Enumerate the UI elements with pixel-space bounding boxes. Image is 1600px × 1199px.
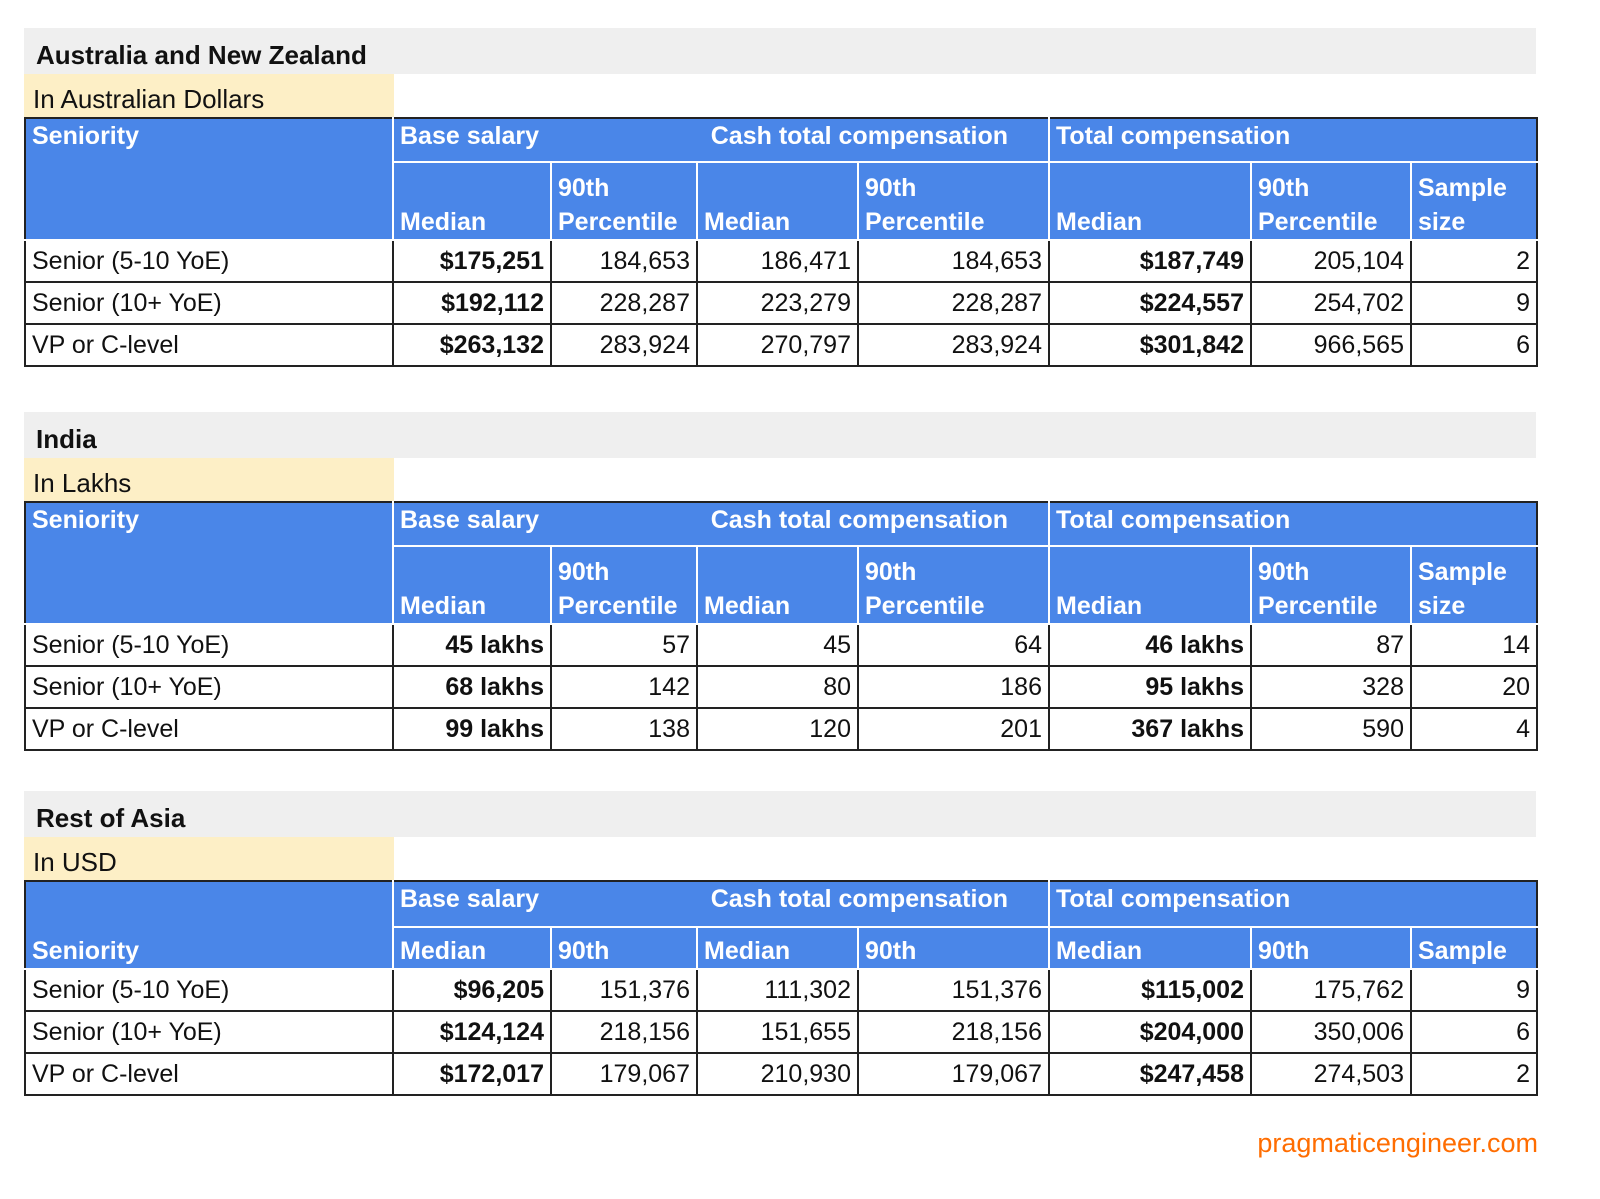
value-cell: 64	[858, 624, 1049, 666]
seniority-cell: Senior (5-10 YoE)	[25, 240, 393, 282]
base-90th-header	[551, 546, 697, 624]
cash-90th-label: 90th	[865, 937, 917, 965]
value-cell: 201	[858, 708, 1049, 750]
total-90th-header	[1251, 162, 1411, 240]
total-90th-header	[1251, 927, 1411, 969]
total-median-label: Median	[1056, 208, 1143, 236]
section-unit: In Lakhs	[24, 458, 394, 501]
value-cell: 151,376	[551, 969, 697, 1011]
value-cell: 186	[858, 666, 1049, 708]
total-comp-header-label: Total compensation	[1056, 506, 1291, 534]
table-row	[25, 1053, 1537, 1095]
total-90th-label: 90th	[1258, 937, 1310, 965]
header-group-row	[25, 118, 1537, 162]
base-median-label: Median	[400, 937, 487, 965]
sample-size-header	[1411, 162, 1537, 240]
value-cell: 20	[1411, 666, 1537, 708]
value-cell: $192,112	[393, 282, 551, 324]
value-cell: 151,655	[697, 1011, 858, 1053]
seniority-header	[25, 502, 393, 624]
value-cell: 175,762	[1251, 969, 1411, 1011]
value-cell: 328	[1251, 666, 1411, 708]
value-cell: 966,565	[1251, 324, 1411, 366]
base-median-label: Median	[400, 208, 487, 236]
value-cell: 151,376	[858, 969, 1049, 1011]
total-median-label: Median	[1056, 937, 1143, 965]
value-cell: 223,279	[697, 282, 858, 324]
base-90th-label: 90th	[558, 937, 610, 965]
cash-90th-label: 90th Percentile	[865, 558, 985, 620]
seniority-cell: Senior (5-10 YoE)	[25, 969, 393, 1011]
total-median-label: Median	[1056, 592, 1143, 620]
value-cell: 6	[1411, 324, 1537, 366]
value-cell: 2	[1411, 240, 1537, 282]
cash-90th-header	[858, 927, 1049, 969]
value-cell: 6	[1411, 1011, 1537, 1053]
cash-total-header: Cash total compensation	[710, 122, 1008, 150]
value-cell: 228,287	[551, 282, 697, 324]
value-cell: 184,653	[551, 240, 697, 282]
value-cell: $204,000	[1049, 1011, 1251, 1053]
base-salary-header: Base salary	[400, 122, 540, 150]
value-cell: 205,104	[1251, 240, 1411, 282]
table-row	[25, 240, 1537, 282]
seniority-header	[25, 118, 393, 240]
total-median-header	[1049, 162, 1251, 240]
section-3	[24, 791, 1536, 1096]
section-title: Australia and New Zealand	[24, 28, 1536, 74]
value-cell: 99 lakhs	[393, 708, 551, 750]
base-and-cash-header	[393, 118, 1049, 162]
total-90th-label: 90th Percentile	[1258, 558, 1378, 620]
seniority-cell: Senior (10+ YoE)	[25, 1011, 393, 1053]
seniority-header	[25, 881, 393, 969]
value-cell: 367 lakhs	[1049, 708, 1251, 750]
cash-90th-header	[858, 162, 1049, 240]
seniority-cell: VP or C-level	[25, 1053, 393, 1095]
value-cell: 2	[1411, 1053, 1537, 1095]
value-cell: 590	[1251, 708, 1411, 750]
salary-table	[24, 117, 1538, 367]
value-cell: 120	[697, 708, 858, 750]
sample-size-header	[1411, 927, 1537, 969]
cash-median-label: Median	[704, 592, 791, 620]
table-row	[25, 708, 1537, 750]
cash-median-header	[697, 162, 858, 240]
value-cell: 57	[551, 624, 697, 666]
value-cell: 9	[1411, 282, 1537, 324]
value-cell: 138	[551, 708, 697, 750]
header-group-row	[25, 881, 1537, 927]
value-cell: $172,017	[393, 1053, 551, 1095]
seniority-cell: VP or C-level	[25, 324, 393, 366]
cash-total-header: Cash total compensation	[710, 506, 1008, 534]
seniority-header-label: Seniority	[32, 122, 139, 150]
table-row	[25, 1011, 1537, 1053]
value-cell: $175,251	[393, 240, 551, 282]
table-row	[25, 624, 1537, 666]
table-row	[25, 324, 1537, 366]
value-cell: 179,067	[858, 1053, 1049, 1095]
base-salary-header: Base salary	[400, 506, 540, 534]
section-title: India	[24, 412, 1536, 458]
cash-total-header: Cash total compensation	[710, 885, 1008, 913]
base-median-header	[393, 927, 551, 969]
total-90th-label: 90th Percentile	[1258, 174, 1378, 236]
base-90th-header	[551, 162, 697, 240]
value-cell: 283,924	[858, 324, 1049, 366]
table-row	[25, 969, 1537, 1011]
value-cell: $247,458	[1049, 1053, 1251, 1095]
value-cell: 218,156	[551, 1011, 697, 1053]
seniority-header-label: Seniority	[32, 937, 139, 965]
sample-size-label: Sample size	[1418, 558, 1507, 620]
seniority-cell: Senior (5-10 YoE)	[25, 624, 393, 666]
value-cell: 274,503	[1251, 1053, 1411, 1095]
section-2	[24, 412, 1536, 751]
section-unit: In Australian Dollars	[24, 74, 394, 117]
salary-table	[24, 501, 1538, 751]
seniority-cell: Senior (10+ YoE)	[25, 282, 393, 324]
value-cell: $187,749	[1049, 240, 1251, 282]
base-median-header	[393, 162, 551, 240]
total-90th-header	[1251, 546, 1411, 624]
sample-size-label: Sample size	[1418, 174, 1507, 236]
total-comp-header	[1049, 118, 1537, 162]
value-cell: $263,132	[393, 324, 551, 366]
cash-90th-header	[858, 546, 1049, 624]
value-cell: 111,302	[697, 969, 858, 1011]
base-salary-header: Base salary	[400, 885, 540, 913]
total-median-header	[1049, 546, 1251, 624]
seniority-cell: VP or C-level	[25, 708, 393, 750]
base-and-cash-header	[393, 502, 1049, 546]
value-cell: 68 lakhs	[393, 666, 551, 708]
value-cell: 186,471	[697, 240, 858, 282]
value-cell: 87	[1251, 624, 1411, 666]
value-cell: 228,287	[858, 282, 1049, 324]
base-90th-header	[551, 927, 697, 969]
value-cell: $115,002	[1049, 969, 1251, 1011]
value-cell: 45	[697, 624, 858, 666]
base-90th-label: 90th Percentile	[558, 558, 678, 620]
total-comp-header-label: Total compensation	[1056, 122, 1291, 150]
cash-90th-label: 90th Percentile	[865, 174, 985, 236]
section-unit: In USD	[24, 837, 394, 880]
base-median-label: Median	[400, 592, 487, 620]
section-title: Rest of Asia	[24, 791, 1536, 837]
value-cell: 14	[1411, 624, 1537, 666]
value-cell: 283,924	[551, 324, 697, 366]
value-cell: 350,006	[1251, 1011, 1411, 1053]
table-row	[25, 282, 1537, 324]
header-group-row	[25, 502, 1537, 546]
value-cell: $301,842	[1049, 324, 1251, 366]
value-cell: 4	[1411, 708, 1537, 750]
salary-table	[24, 880, 1538, 1096]
base-and-cash-header	[393, 881, 1049, 927]
value-cell: 80	[697, 666, 858, 708]
value-cell: 270,797	[697, 324, 858, 366]
base-median-header	[393, 546, 551, 624]
sample-size-header	[1411, 546, 1537, 624]
cash-median-header	[697, 546, 858, 624]
cash-median-header	[697, 927, 858, 969]
sample-size-label: Sample	[1418, 937, 1507, 965]
value-cell: 95 lakhs	[1049, 666, 1251, 708]
table-row	[25, 666, 1537, 708]
value-cell: $224,557	[1049, 282, 1251, 324]
seniority-cell: Senior (10+ YoE)	[25, 666, 393, 708]
base-90th-label: 90th Percentile	[558, 174, 678, 236]
cash-median-label: Median	[704, 208, 791, 236]
value-cell: 184,653	[858, 240, 1049, 282]
value-cell: 218,156	[858, 1011, 1049, 1053]
total-median-header	[1049, 927, 1251, 969]
total-comp-header	[1049, 502, 1537, 546]
total-comp-header-label: Total compensation	[1056, 885, 1291, 913]
value-cell: 9	[1411, 969, 1537, 1011]
watermark: pragmaticengineer.com	[1257, 1128, 1538, 1158]
value-cell: $96,205	[393, 969, 551, 1011]
total-comp-header	[1049, 881, 1537, 927]
seniority-header-label: Seniority	[32, 506, 139, 534]
value-cell: 46 lakhs	[1049, 624, 1251, 666]
value-cell: 142	[551, 666, 697, 708]
value-cell: $124,124	[393, 1011, 551, 1053]
cash-median-label: Median	[704, 937, 791, 965]
section-1	[24, 28, 1536, 367]
value-cell: 45 lakhs	[393, 624, 551, 666]
value-cell: 179,067	[551, 1053, 697, 1095]
value-cell: 210,930	[697, 1053, 858, 1095]
value-cell: 254,702	[1251, 282, 1411, 324]
